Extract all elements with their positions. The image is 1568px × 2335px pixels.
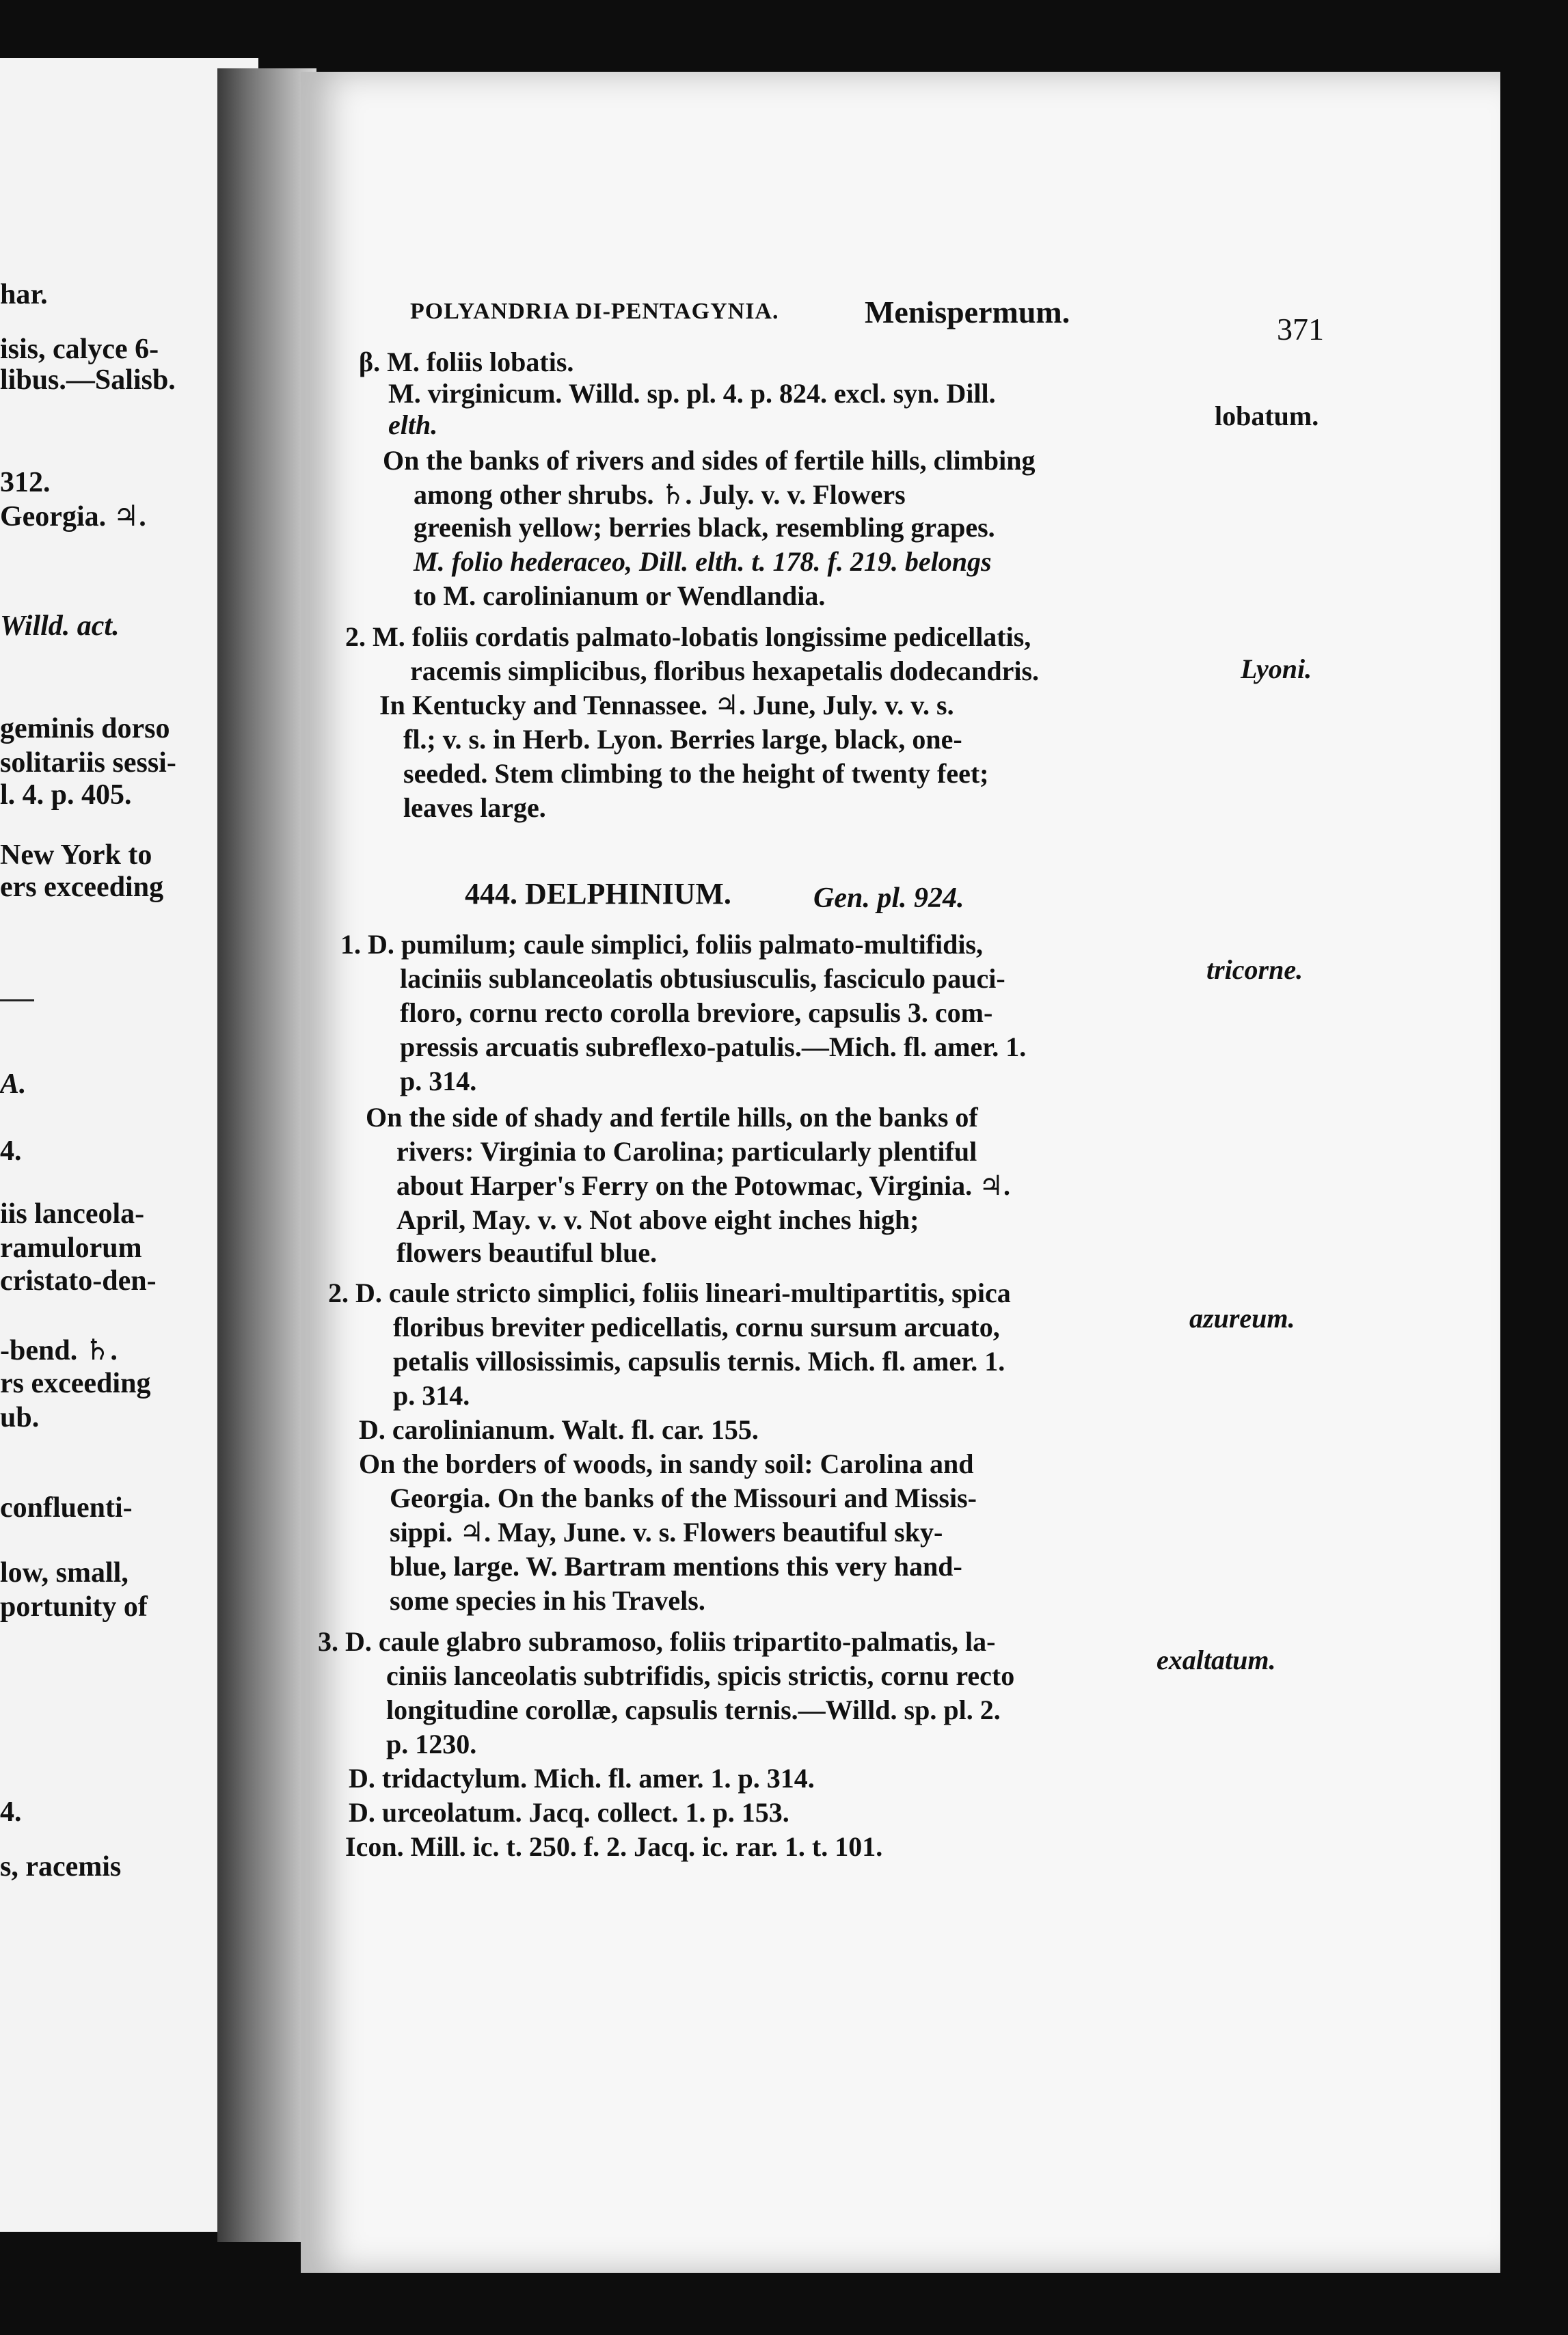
text-line: floro, cornu recto corolla breviore, capsulis 3. com-: [400, 997, 993, 1028]
left-fragment: ramulorum: [0, 1232, 142, 1264]
text-line: M. virginicum. Willd. sp. pl. 4. p. 824. excl. syn. Dill.: [388, 378, 996, 409]
text-line: seeded. Stem climbing to the height of twenty feet;: [403, 758, 989, 789]
left-fragment: geminis dorso: [0, 713, 170, 744]
left-fragment: l. 4. p. 405.: [0, 779, 132, 811]
side-name-lyoni: Lyoni.: [1241, 653, 1312, 684]
left-fragment: iis lanceola-: [0, 1198, 145, 1230]
side-name-exaltatum: exaltatum.: [1157, 1645, 1276, 1675]
text-line: 3. D. caule glabro subramoso, foliis tripartito-palmatis, la-: [318, 1626, 996, 1657]
side-name-tricorne: tricorne.: [1206, 954, 1303, 985]
left-fragment: libus.—Salisb.: [0, 364, 176, 396]
text-line: petalis villosissimis, capsulis ternis. Mich. fl. amer. 1.: [393, 1346, 1005, 1377]
text-line: M. folio hederaceo, Dill. elth. t. 178. f. 219. belongs: [414, 546, 992, 577]
text-line: D. tridactylum. Mich. fl. amer. 1. p. 314.: [349, 1763, 815, 1794]
text-line: April, May. v. v. Not above eight inches high;: [396, 1204, 919, 1235]
text-line: fl.; v. s. in Herb. Lyon. Berries large, black, one-: [403, 724, 962, 755]
text-line: On the side of shady and fertile hills, on the banks of: [366, 1102, 978, 1133]
text-line: On the borders of woods, in sandy soil: Carolina and: [359, 1448, 974, 1479]
left-fragment: A.: [0, 1068, 27, 1100]
left-fragment: isis, calyce 6-: [0, 334, 159, 365]
left-fragment: Georgia. ♃.: [0, 501, 146, 532]
side-name-lobatum: lobatum.: [1215, 401, 1319, 431]
text-line: among other shrubs. ♄. July. v. v. Flowers: [414, 479, 906, 510]
left-fragment: solitariis sessi-: [0, 747, 176, 779]
left-fragment: ub.: [0, 1402, 40, 1433]
left-fragment: confluenti-: [0, 1492, 133, 1524]
text-line: Icon. Mill. ic. t. 250. f. 2. Jacq. ic. rar. 1. t. 101.: [345, 1831, 883, 1862]
page-number: 371: [1277, 312, 1324, 347]
text-line: some species in his Travels.: [390, 1585, 705, 1616]
text-line: rivers: Virginia to Carolina; particularly plentiful: [396, 1136, 977, 1167]
text-line: 2. M. foliis cordatis palmato-lobatis longissime pedicellatis,: [345, 621, 1031, 652]
text-line: laciniis sublanceolatis obtusiusculis, fasciculo pauci-: [400, 963, 1005, 994]
left-fragment: rs exceeding: [0, 1368, 151, 1399]
text-line: pressis arcuatis subreflexo-patulis.—Mich. fl. amer. 1.: [400, 1031, 1027, 1062]
left-divider: [0, 999, 34, 1001]
text-line: p. 314.: [400, 1066, 477, 1096]
text-line: leaves large.: [403, 792, 546, 823]
text-line: p. 1230.: [386, 1729, 477, 1759]
text-line: p. 314.: [393, 1380, 470, 1411]
text-line: racemis simplicibus, floribus hexapetalis dodecandris.: [410, 656, 1040, 686]
left-fragment: low, small,: [0, 1557, 129, 1589]
text-line: D. carolinianum. Walt. fl. car. 155.: [359, 1414, 759, 1445]
text-line: flowers beautiful blue.: [396, 1237, 658, 1268]
left-fragment: s, racemis: [0, 1851, 122, 1882]
text-line: sippi. ♃. May, June. v. s. Flowers beautiful sky-: [390, 1517, 943, 1548]
text-line: to M. carolinianum or Wendlandia.: [414, 580, 826, 611]
left-fragment: har.: [0, 279, 48, 310]
text-line: D. urceolatum. Jacq. collect. 1. p. 153.: [349, 1797, 789, 1828]
running-genus: Menispermum.: [865, 295, 1070, 329]
left-fragment: 312.: [0, 467, 51, 498]
left-fragment: New York to: [0, 839, 152, 871]
text-line: blue, large. W. Bartram mentions this very hand-: [390, 1551, 962, 1582]
text-line: On the banks of rivers and sides of fertile hills, climbing: [383, 445, 1036, 476]
text-line: floribus breviter pedicellatis, cornu sursum arcuato,: [393, 1312, 1000, 1342]
text-line: 1. D. pumilum; caule simplici, foliis palmato-multifidis,: [340, 929, 984, 960]
text-line: 2. D. caule stricto simplici, foliis lineari-multipartitis, spica: [328, 1278, 1011, 1308]
left-fragment: ers exceeding: [0, 872, 164, 903]
running-head: POLYANDRIA DI-PENTAGYNIA.: [410, 299, 779, 324]
left-fragment: Willd. act.: [0, 610, 120, 642]
text-line: longitudine corollæ, capsulis ternis.—Willd. sp. pl. 2.: [386, 1695, 1001, 1725]
text-line: ciniis lanceolatis subtrifidis, spicis strictis, cornu recto: [386, 1660, 1015, 1691]
text-line: about Harper's Ferry on the Potowmac, Virginia. ♃.: [396, 1170, 1010, 1201]
text-line: greenish yellow; berries black, resembling grapes.: [414, 512, 995, 543]
genus-citation: Gen. pl. 924.: [813, 882, 964, 914]
text-line: Georgia. On the banks of the Missouri and Missis-: [390, 1483, 977, 1513]
left-fragment: cristato-den-: [0, 1265, 157, 1297]
left-fragment: -bend. ♄.: [0, 1335, 118, 1366]
text-line: β. M. foliis lobatis.: [359, 347, 574, 377]
genus-heading: 444. DELPHINIUM.: [465, 877, 731, 910]
text-line: In Kentucky and Tennassee. ♃. June, July. v. v. s.: [379, 690, 954, 720]
side-name-azureum: azureum.: [1189, 1303, 1295, 1334]
left-fragment: 4.: [0, 1135, 22, 1167]
left-fragment: portunity of: [0, 1591, 148, 1623]
left-fragment: 4.: [0, 1796, 22, 1828]
text-line: elth.: [388, 409, 438, 440]
